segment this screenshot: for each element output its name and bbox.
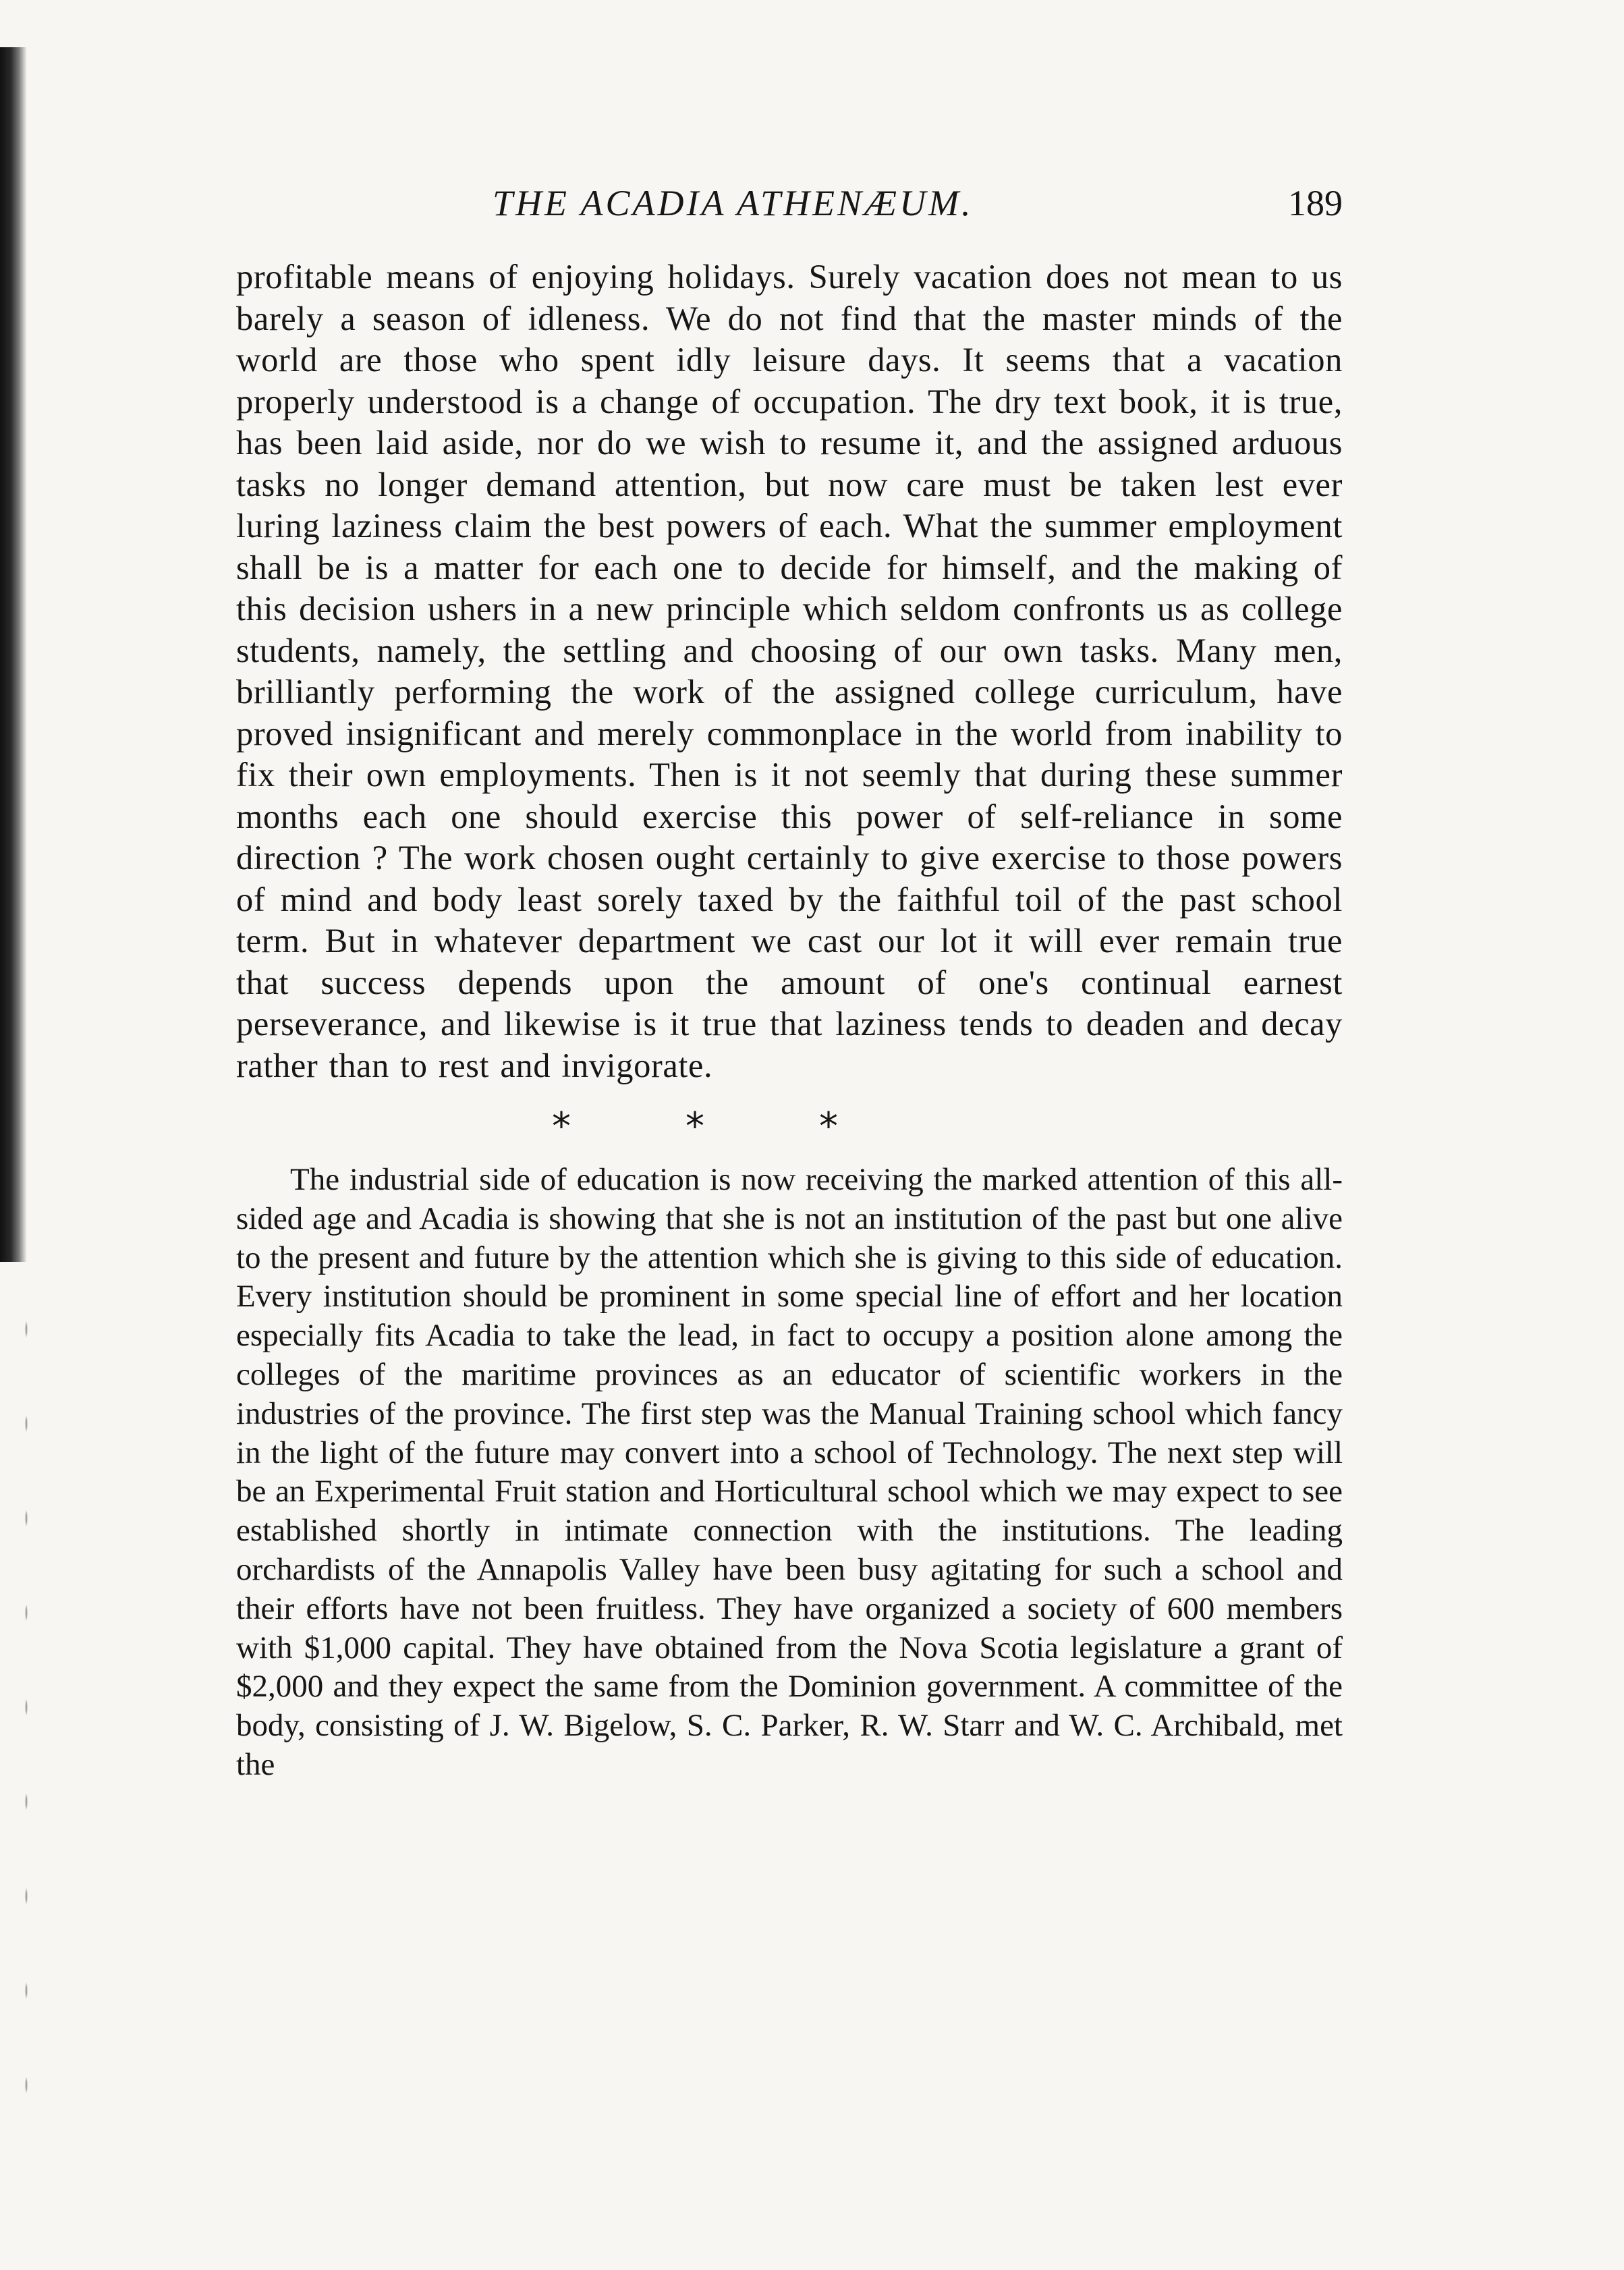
body-paragraph-industrial-education: The industrial side of education is now receiving the marked attention of this all-sided age and Acadia is showing that she is not an institution of the past but one alive to the present and future by the attention which she is giving to this side of education. Every institution should be prominent in some special line of effort and her location especially fits Acadia to take the lead, in fact to occupy a position alone among the colleges of the maritime provinces as an educator of scientific workers in the industries of the province. The first step was the Manual Training school which fancy in the light of the future may convert into a school of Technology. The next step will be an Experimental Fruit station and Horticultural school which we may expect to see established shortly in intimate connection with the institutions. The leading orchardists of the Annapolis Valley have been busy agitating for such a school and their efforts have not been fruitless. They have organized a society of 600 members with $1,000 capital. They have obtained from the Nova Scotia legislature a grant of $2,000 and they expect the same from the Dominion government. A committee of the body, consisting of J. W. Bigelow, S. C. Parker, R. W. Starr and W. C. Archibald, met the <box>236 1162 1343 1782</box>
page-number: 189 <box>1288 183 1343 223</box>
asterisk-3: * <box>819 1105 838 1148</box>
body-paragraph-vacation: profitable means of enjoying holidays. Surely vacation does not mean to us barely a season of idleness. We do not find that the master minds of the world are those who spent idly leisure days. It seems that a vacation properly understood is a change of occupation. The dry text book, it is true, has been laid aside, nor do we wish to resume it, and the assigned arduous tasks no longer demand attention, but now care must be taken lest ever luring laziness claim the best powers of each. What the summer employment shall be is a matter for each one to decide for himself, and the making of this decision ushers in a new principle which seldom confronts us as college students, namely, the settling and choosing of our own tasks. Many men, brilliantly performing the work of the assigned college curriculum, have proved insignificant and merely commonplace in the world from inability to fix their own employments. Then is it not seemly that during these summer months each one should exercise this power of self-reliance in some direction ? The work chosen ought certainly to give exercise to those powers of mind and body least sorely taxed by the faithful toil of the past school term. But in whatever department we cast our lot it will ever remain true that success depends upon the amount of one's continual earnest perseverance, and likewise is it true that laziness tends to deaden and decay rather than to rest and invigorate. <box>236 258 1343 1084</box>
running-head <box>236 182 1343 236</box>
section-separator <box>358 1100 1032 1154</box>
page-binding-shadow <box>0 47 27 1262</box>
asterisk-1: * <box>552 1105 571 1148</box>
running-title: THE ACADIA ATHENÆUM. <box>493 183 974 223</box>
page-margin-specks <box>19 1282 39 2159</box>
journal-page <box>236 182 1343 1785</box>
asterisk-2: * <box>685 1105 704 1148</box>
